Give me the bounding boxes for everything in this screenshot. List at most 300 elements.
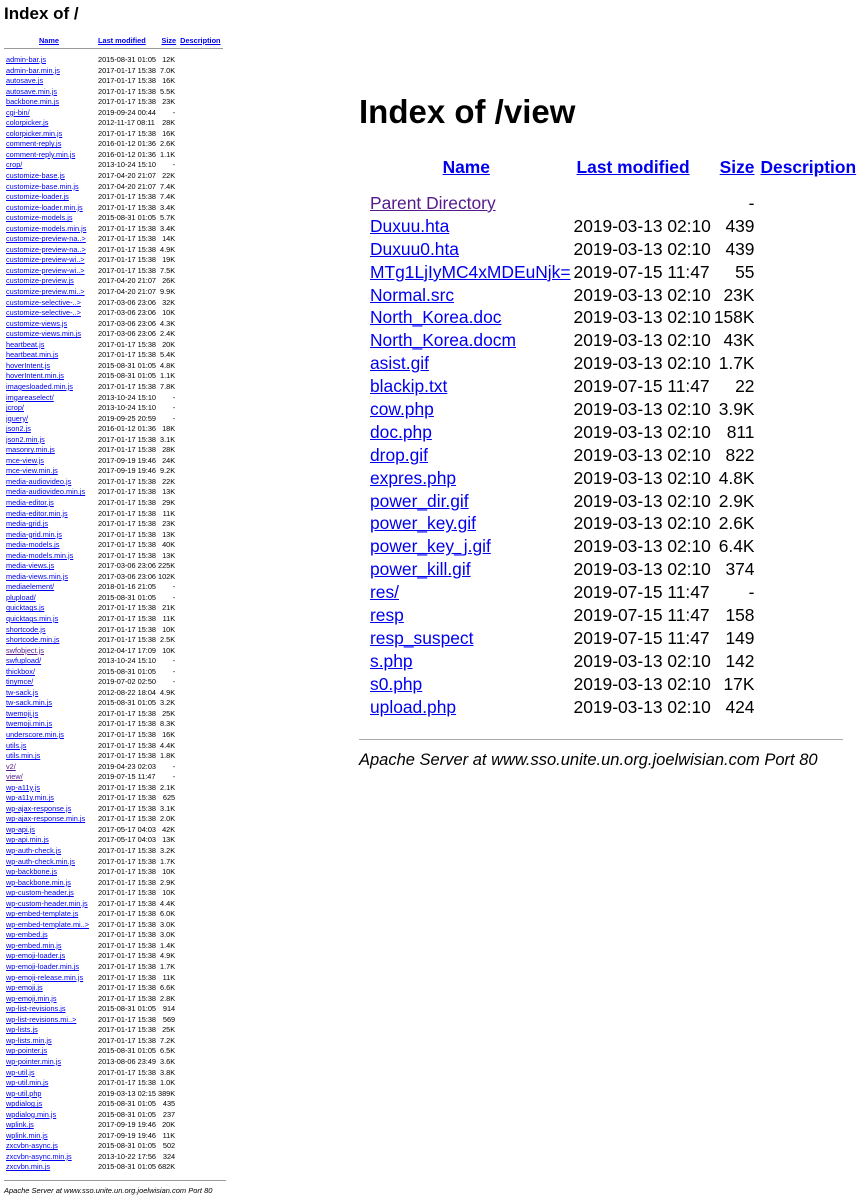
- table-row: [4, 878, 223, 889]
- last-modified-cell: 2019-03-13 02:10: [573, 696, 711, 717]
- last-modified-cell: 2019-03-13 02:10: [573, 444, 711, 465]
- file-link[interactable]: jcrop/: [6, 403, 24, 413]
- right-sort-modified-link[interactable]: Last modified: [576, 156, 690, 177]
- size-cell: 2.0K: [160, 814, 176, 824]
- file-link[interactable]: media-models.js: [6, 540, 60, 550]
- size-cell: 12K: [162, 55, 176, 64]
- last-modified-cell: 2017-01-17 15:38: [98, 1078, 156, 1088]
- file-link[interactable]: media-grid.min.js: [6, 529, 62, 539]
- last-modified-cell: 2017-01-17 15:38: [98, 519, 156, 529]
- size-cell: 4.9K: [160, 244, 176, 254]
- description-cell: [178, 1120, 222, 1131]
- file-link[interactable]: quicktags.min.js: [6, 613, 59, 623]
- description-cell: [178, 393, 222, 404]
- description-cell: [178, 667, 222, 678]
- last-modified-cell: 2017-01-17 15:38: [98, 529, 156, 539]
- last-modified-cell: 2017-09-19 19:46: [98, 1120, 156, 1130]
- left-sort-name-link[interactable]: Name: [38, 36, 59, 45]
- last-modified-cell: 2012-11-17 08:11: [98, 118, 155, 128]
- file-link[interactable]: wp-a11y.js: [6, 782, 41, 792]
- file-link[interactable]: backbone.min.js: [6, 97, 60, 107]
- size-cell: 13K: [162, 529, 176, 539]
- description-cell: [178, 403, 222, 414]
- file-link[interactable]: power_dir.gif: [370, 490, 469, 511]
- file-link[interactable]: customize-preview-na..>: [6, 244, 86, 254]
- file-link[interactable]: view/: [6, 772, 23, 782]
- size-cell: 6.4K: [718, 536, 755, 557]
- table-row: [4, 899, 223, 910]
- description-cell: [178, 456, 222, 467]
- last-modified-cell: 2017-04-20 21:07: [98, 181, 156, 191]
- file-link[interactable]: customize-base.min.js: [6, 181, 79, 191]
- file-link[interactable]: res/: [370, 582, 399, 603]
- table-row: [4, 1099, 223, 1110]
- description-cell: [178, 203, 222, 214]
- right-server-address: Apache Server at www.sso.unite.un.org.joelwisian.com Port 80: [359, 751, 818, 770]
- size-cell: 7.4K: [160, 181, 176, 191]
- file-link[interactable]: colorpicker.min.js: [6, 128, 63, 138]
- table-row: [4, 804, 223, 815]
- table-row: [4, 793, 223, 804]
- table-row: [4, 677, 223, 688]
- file-link[interactable]: imagesloaded.min.js: [6, 381, 73, 391]
- left-sort-modified-link[interactable]: Last modified: [98, 36, 146, 45]
- description-cell: [178, 1152, 222, 1163]
- file-link[interactable]: wp-emoji-loader.js: [6, 951, 66, 961]
- table-row: [359, 650, 858, 673]
- description-cell: [178, 941, 222, 952]
- last-modified-cell: 2017-01-17 15:38: [98, 508, 156, 518]
- size-cell: 2.8K: [160, 993, 176, 1003]
- last-modified-cell: 2017-09-19 19:46: [98, 455, 156, 465]
- file-link[interactable]: wp-util.php: [6, 1088, 42, 1098]
- file-link[interactable]: admin-bar.js: [6, 55, 46, 64]
- table-row: [4, 582, 223, 593]
- file-link[interactable]: comment-reply.min.js: [6, 149, 76, 159]
- file-link[interactable]: wp-lists.min.js: [6, 1035, 52, 1045]
- file-link[interactable]: customize-views.min.js: [6, 329, 82, 339]
- size-cell: 55: [735, 261, 755, 282]
- file-link[interactable]: wp-emoji.min.js: [6, 993, 57, 1003]
- last-modified-cell: 2017-03-06 23:06: [98, 329, 156, 339]
- last-modified-cell: 2017-01-17 15:38: [98, 708, 156, 718]
- table-row: [4, 983, 223, 994]
- description-cell: [178, 466, 222, 477]
- file-link[interactable]: power_key_j.gif: [370, 536, 491, 557]
- file-link[interactable]: wp-api.min.js: [6, 835, 49, 845]
- file-link[interactable]: wplink.min.js: [6, 1130, 48, 1140]
- file-link[interactable]: mce-view.min.js: [6, 466, 58, 476]
- last-modified-cell: 2019-03-13 02:10: [573, 353, 711, 374]
- last-modified-cell: 2017-01-17 15:38: [98, 97, 156, 107]
- left-file-table: [4, 34, 223, 1173]
- file-link[interactable]: s0.php: [370, 673, 423, 694]
- description-cell: [178, 1068, 222, 1079]
- file-link[interactable]: media-views.js: [6, 561, 55, 571]
- table-row: [359, 627, 858, 650]
- left-sort-description-link[interactable]: Description: [180, 36, 221, 45]
- last-modified-cell: 2019-07-15 11:47: [573, 582, 710, 603]
- last-modified-cell: 2013-10-24 15:10: [98, 392, 156, 402]
- file-link[interactable]: power_key.gif: [370, 513, 477, 534]
- last-modified-cell: 2016-01-12 01:36: [98, 149, 156, 159]
- size-cell: -: [172, 413, 176, 423]
- size-cell: 3.2K: [160, 698, 176, 708]
- file-link[interactable]: wp-util.min.js: [6, 1078, 49, 1088]
- last-modified-cell: 2017-01-17 15:38: [98, 76, 156, 86]
- description-cell: [178, 255, 222, 266]
- file-link[interactable]: wpdialog.min.js: [6, 1109, 57, 1119]
- file-link[interactable]: crop/: [6, 160, 23, 170]
- file-link[interactable]: shortcode.js: [6, 624, 46, 634]
- last-modified-cell: 2019-07-15 11:47: [573, 627, 710, 648]
- file-link[interactable]: wp-embed.min.js: [6, 940, 62, 950]
- table-row: [359, 512, 858, 535]
- last-modified-cell: 2019-03-13 02:10: [573, 215, 711, 236]
- file-link[interactable]: upload.php: [370, 696, 457, 717]
- file-link[interactable]: hoverIntent.js: [6, 360, 51, 370]
- file-link[interactable]: wp-embed-template.mi..>: [6, 919, 90, 929]
- file-link[interactable]: json2.js: [6, 424, 31, 434]
- size-cell: 22K: [162, 476, 176, 486]
- file-link[interactable]: imgareaselect/: [6, 392, 54, 402]
- file-link[interactable]: customize-preview-wi..>: [6, 265, 85, 275]
- file-link[interactable]: wp-ajax-response.min.js: [6, 814, 86, 824]
- description-cell: [178, 1078, 222, 1089]
- file-link[interactable]: media-editor.min.js: [6, 508, 68, 518]
- size-cell: 9.9K: [160, 287, 176, 297]
- size-cell: 22K: [162, 171, 176, 181]
- last-modified-cell: 2017-01-17 15:38: [98, 86, 156, 96]
- description-cell: [757, 375, 858, 398]
- last-modified-cell: 2017-01-17 15:38: [98, 128, 156, 138]
- file-link[interactable]: wp-backbone.js: [6, 867, 58, 877]
- table-row: [4, 350, 223, 361]
- description-cell: [757, 696, 858, 719]
- file-link[interactable]: asist.gif: [370, 353, 429, 374]
- file-link[interactable]: mediaelement/: [6, 582, 55, 592]
- size-cell: 142: [725, 650, 755, 671]
- file-link[interactable]: wp-emoji-release.min.js: [6, 972, 84, 982]
- file-link[interactable]: wp-list-revisions.mi..>: [6, 1014, 77, 1024]
- size-cell: 822: [725, 444, 755, 465]
- size-cell: 3.0K: [160, 930, 176, 940]
- size-cell: 1.7K: [718, 353, 755, 374]
- file-link[interactable]: plupload/: [6, 592, 36, 602]
- table-row: [4, 751, 223, 762]
- file-link[interactable]: wp-emoji.js: [6, 983, 43, 993]
- table-row: [359, 329, 858, 352]
- right-sort-size-link[interactable]: Size: [719, 156, 755, 177]
- description-cell: [178, 298, 222, 309]
- file-link[interactable]: customize-loader.min.js: [6, 202, 83, 212]
- table-row: [4, 1004, 223, 1015]
- description-cell: [178, 846, 222, 857]
- file-link[interactable]: s.php: [370, 650, 413, 671]
- file-link[interactable]: Normal.src: [370, 284, 455, 305]
- size-cell: 10K: [162, 624, 176, 634]
- size-cell: 2.1K: [160, 782, 176, 792]
- size-cell: 2.6K: [718, 513, 755, 534]
- size-cell: 42K: [162, 824, 176, 834]
- size-cell: 10K: [162, 308, 176, 318]
- file-link[interactable]: customize-views.js: [6, 318, 68, 328]
- description-cell: [178, 867, 222, 878]
- file-link[interactable]: cow.php: [370, 398, 434, 419]
- file-link[interactable]: wp-auth-check.js: [6, 846, 62, 856]
- last-modified-cell: 2019-09-25 20:59: [98, 413, 156, 423]
- file-link[interactable]: twemoji.js: [6, 708, 39, 718]
- table-row: [4, 1015, 223, 1026]
- file-link[interactable]: wp-custom-header.js: [6, 888, 74, 898]
- description-cell: [757, 398, 858, 421]
- size-cell: 502: [162, 1141, 176, 1151]
- file-link[interactable]: quicktags.js: [6, 603, 45, 613]
- file-link[interactable]: swfupload/: [6, 656, 42, 666]
- size-cell: 435: [162, 1099, 176, 1109]
- description-cell: [178, 139, 222, 150]
- size-cell: 149: [725, 627, 755, 648]
- description-cell: [178, 1046, 222, 1057]
- file-link[interactable]: customize-base.js: [6, 171, 65, 181]
- description-cell: [178, 182, 222, 193]
- description-cell: [178, 287, 222, 298]
- file-link[interactable]: thickbox/: [6, 666, 35, 676]
- right-index-panel: [359, 92, 857, 770]
- last-modified-cell: 2019-07-15 11:47: [98, 772, 156, 782]
- description-cell: [178, 435, 222, 446]
- file-link[interactable]: zxcvbn-async.min.js: [6, 1151, 72, 1161]
- file-link[interactable]: mce-view.js: [6, 455, 44, 465]
- size-cell: -: [172, 107, 176, 117]
- description-cell: [178, 361, 222, 372]
- right-file-table: [359, 154, 858, 718]
- file-link[interactable]: media-grid.js: [6, 519, 49, 529]
- file-link[interactable]: wp-auth-check.min.js: [6, 856, 75, 866]
- size-cell: 16K: [162, 128, 176, 138]
- table-row: [4, 561, 223, 572]
- table-row: [4, 930, 223, 941]
- file-link[interactable]: wp-backbone.min.js: [6, 877, 71, 887]
- size-cell: 625: [162, 793, 176, 803]
- file-link[interactable]: customize-loader.js: [6, 192, 69, 202]
- file-link[interactable]: hoverIntent.min.js: [6, 371, 64, 381]
- size-cell: 16K: [162, 730, 176, 739]
- file-link[interactable]: tw-sack.js: [6, 687, 39, 697]
- left-sort-size-link[interactable]: Size: [161, 36, 177, 45]
- description-cell: [178, 698, 222, 709]
- file-link[interactable]: swfobject.js: [6, 645, 44, 655]
- description-cell: [178, 646, 222, 657]
- file-link[interactable]: underscore.min.js: [6, 730, 64, 739]
- file-link[interactable]: media-models.min.js: [6, 550, 74, 560]
- parent-directory-link[interactable]: Parent Directory: [370, 192, 496, 213]
- file-link[interactable]: customize-preview-wi..>: [6, 255, 85, 265]
- table-row: [4, 308, 223, 319]
- file-link[interactable]: heartbeat.min.js: [6, 350, 59, 360]
- right-sort-name-link[interactable]: Name: [442, 156, 490, 177]
- file-link[interactable]: masonry.min.js: [6, 445, 55, 455]
- table-row: [359, 215, 858, 238]
- description-cell: [178, 477, 222, 488]
- file-link[interactable]: comment-reply.js: [6, 139, 62, 149]
- file-link[interactable]: wp-ajax-response.js: [6, 803, 72, 813]
- table-row: [4, 540, 223, 551]
- file-link[interactable]: media-editor.js: [6, 497, 54, 507]
- size-cell: 3.9K: [718, 398, 755, 419]
- description-cell: [178, 424, 222, 435]
- size-cell: 20K: [162, 1120, 176, 1130]
- file-link[interactable]: wp-pointer.js: [6, 1046, 48, 1056]
- description-cell: [178, 1131, 222, 1142]
- file-link[interactable]: shortcode.min.js: [6, 635, 60, 645]
- file-link[interactable]: North_Korea.doc: [370, 307, 502, 328]
- file-link[interactable]: wplink.js: [6, 1120, 34, 1130]
- table-row: [4, 456, 223, 467]
- last-modified-cell: 2019-03-13 02:10: [573, 490, 711, 511]
- last-modified-cell: 2017-09-19 19:46: [98, 1130, 156, 1140]
- file-link[interactable]: doc.php: [370, 421, 432, 442]
- file-link[interactable]: media-views.min.js: [6, 571, 69, 581]
- file-link[interactable]: power_kill.gif: [370, 559, 471, 580]
- description-cell: [178, 245, 222, 256]
- file-link[interactable]: wp-pointer.min.js: [6, 1056, 62, 1066]
- file-link[interactable]: heartbeat.js: [6, 339, 45, 349]
- description-cell: [178, 930, 222, 941]
- file-link[interactable]: Duxuu.hta: [370, 215, 450, 236]
- file-link[interactable]: wp-a11y.min.js: [6, 793, 54, 803]
- file-link[interactable]: admin-bar.min.js: [6, 65, 60, 75]
- description-cell: [178, 804, 222, 815]
- file-link[interactable]: wp-api.js: [6, 824, 35, 834]
- file-link[interactable]: wp-custom-header.min.js: [6, 898, 88, 908]
- left-page-title: Index of /: [4, 4, 79, 23]
- last-modified-cell: 2017-03-06 23:06: [98, 571, 156, 581]
- description-cell: [178, 625, 222, 636]
- file-link[interactable]: customize-models.js: [6, 213, 73, 223]
- table-row: [359, 444, 858, 467]
- file-link[interactable]: wp-emoji-loader.min.js: [6, 962, 80, 972]
- file-link[interactable]: twemoji.min.js: [6, 719, 53, 729]
- size-cell: -: [172, 772, 176, 782]
- file-link[interactable]: tinymce/: [6, 677, 34, 687]
- table-row: [4, 1046, 223, 1057]
- last-modified-cell: 2017-05-17 04:03: [98, 835, 156, 845]
- file-link[interactable]: zxcvbn.min.js: [6, 1162, 51, 1172]
- file-link[interactable]: customize-preview.mi..>: [6, 287, 85, 297]
- table-row: [4, 1025, 223, 1036]
- file-link[interactable]: North_Korea.docm: [370, 330, 516, 351]
- size-cell: 18K: [162, 424, 176, 434]
- description-cell: [178, 1025, 222, 1036]
- file-link[interactable]: wp-embed.js: [6, 930, 48, 940]
- description-cell: [178, 129, 222, 140]
- table-row: [4, 76, 223, 87]
- file-link[interactable]: customize-preview.js: [6, 276, 74, 286]
- size-cell: 225K: [157, 561, 176, 571]
- table-row: [4, 1141, 223, 1152]
- file-link[interactable]: media-audiovideo.js: [6, 476, 72, 486]
- size-cell: 26K: [162, 276, 176, 286]
- last-modified-cell: 2017-01-17 15:38: [98, 951, 156, 961]
- last-modified-cell: 2019-07-15 11:47: [573, 261, 710, 282]
- description-cell: [178, 593, 222, 604]
- table-row: [4, 224, 223, 235]
- size-cell: 158K: [713, 307, 755, 328]
- file-link[interactable]: wpdialog.js: [6, 1099, 43, 1109]
- file-link[interactable]: utils.min.js: [6, 751, 41, 761]
- file-link[interactable]: Duxuu0.hta: [370, 238, 459, 259]
- file-link[interactable]: drop.gif: [370, 444, 429, 465]
- file-link[interactable]: v2/: [6, 761, 16, 771]
- file-link[interactable]: customize-models.min.js: [6, 223, 87, 233]
- size-cell: -: [172, 761, 176, 771]
- description-cell: [178, 909, 222, 920]
- parent-directory-row: [359, 192, 858, 215]
- last-modified-cell: 2017-03-06 23:06: [98, 308, 156, 318]
- description-cell: [178, 509, 222, 520]
- file-link[interactable]: MTg1LjIyMC4xMDEuNjk=: [370, 261, 571, 282]
- file-link[interactable]: json2.min.js: [6, 434, 45, 444]
- table-row: [4, 87, 223, 98]
- file-link[interactable]: autosave.min.js: [6, 86, 58, 96]
- file-link[interactable]: colorpicker.js: [6, 118, 49, 128]
- last-modified-cell: 2013-10-22 17:56: [98, 1151, 156, 1161]
- file-link[interactable]: tw-sack.min.js: [6, 698, 53, 708]
- file-link[interactable]: wp-lists.js: [6, 1025, 38, 1035]
- file-link[interactable]: customize-selective-..>: [6, 297, 81, 307]
- file-link[interactable]: wp-util.js: [6, 1067, 35, 1077]
- file-link[interactable]: zxcvbn-async.js: [6, 1141, 58, 1151]
- file-link[interactable]: wp-list-revisions.js: [6, 1004, 66, 1014]
- description-cell: [178, 87, 222, 98]
- file-link[interactable]: customize-selective-..>: [6, 308, 81, 318]
- file-link[interactable]: blackip.txt: [370, 376, 448, 397]
- last-modified-cell: 2012-04-17 17:09: [98, 645, 156, 655]
- last-modified-cell: 2017-01-17 15:38: [98, 751, 156, 761]
- file-link[interactable]: resp: [370, 604, 404, 625]
- table-row: [4, 962, 223, 973]
- last-modified-cell: 2017-01-17 15:38: [98, 234, 156, 244]
- file-link[interactable]: jquery/: [6, 413, 29, 423]
- description-cell: [178, 340, 222, 351]
- file-link[interactable]: media-audiovideo.min.js: [6, 487, 86, 497]
- file-link[interactable]: customize-preview-na..>: [6, 234, 86, 244]
- file-link[interactable]: autosave.js: [6, 76, 44, 86]
- size-cell: 19K: [162, 255, 176, 265]
- size-cell: 23K: [723, 284, 755, 305]
- description-cell: [178, 962, 222, 973]
- file-link[interactable]: expres.php: [370, 467, 457, 488]
- description-cell: [178, 983, 222, 994]
- description-cell: [757, 329, 858, 352]
- file-link[interactable]: resp_suspect: [370, 627, 474, 648]
- description-cell: [178, 55, 222, 66]
- description-cell: [178, 371, 222, 382]
- description-cell: [178, 350, 222, 361]
- file-link[interactable]: wp-embed-template.js: [6, 909, 79, 919]
- size-cell: 4.4K: [160, 898, 176, 908]
- last-modified-cell: 2019-07-02 02:50: [98, 677, 156, 687]
- file-link[interactable]: utils.js: [6, 740, 27, 750]
- right-sort-description-link[interactable]: Description: [760, 156, 857, 177]
- description-cell: [178, 1036, 222, 1047]
- last-modified-cell: 2019-03-13 02:10: [573, 238, 711, 259]
- last-modified-cell: 2017-01-17 15:38: [98, 613, 156, 623]
- file-link[interactable]: cgi-bin/: [6, 107, 30, 117]
- description-cell: [178, 920, 222, 931]
- left-server-address: Apache Server at www.sso.unite.un.org.joelwisian.com Port 80: [4, 1186, 213, 1195]
